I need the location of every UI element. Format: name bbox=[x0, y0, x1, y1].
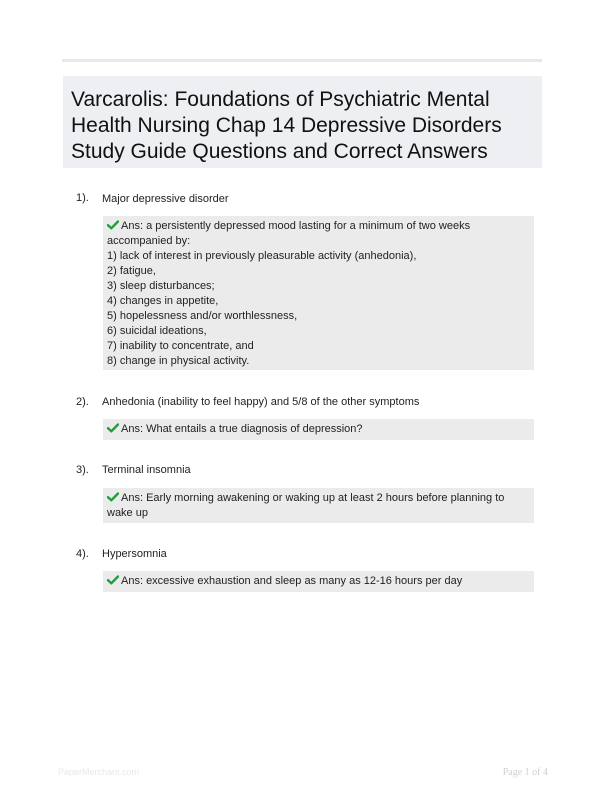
footer-watermark: PaperMerchant.com bbox=[58, 767, 140, 777]
question-number: 4). bbox=[76, 548, 89, 560]
answer-line: Ans: a persistently depressed mood lasting for a minimum of two weeks accompanied by: bbox=[107, 220, 471, 247]
question-text: Terminal insomnia bbox=[102, 464, 191, 476]
check-icon bbox=[107, 423, 119, 433]
answer-box bbox=[103, 571, 534, 592]
answer-box bbox=[103, 419, 534, 440]
answer-line: Ans: Early morning awakening or waking up at least 2 hours before planning to wake up bbox=[107, 492, 505, 519]
check-icon bbox=[107, 220, 119, 230]
question-text: Hypersomnia bbox=[102, 548, 167, 560]
answer-line: 3) sleep disturbances; bbox=[107, 280, 215, 292]
answer-line: 5) hopelessness and/or worthlessness, bbox=[107, 310, 298, 322]
answer-line: 2) fatigue, bbox=[107, 265, 156, 277]
answer-line: 8) change in physical activity. bbox=[107, 355, 250, 367]
answer-line: 7) inability to concentrate, and bbox=[107, 340, 254, 352]
answer-line: 4) changes in appetite, bbox=[107, 295, 219, 307]
check-icon bbox=[107, 575, 119, 585]
question-text: Major depressive disorder bbox=[102, 193, 229, 205]
document-title: Varcarolis: Foundations of Psychiatric Mental Health Nursing Chap 14 Depressive Disorders Study Guide Questions and Correct Answers bbox=[71, 88, 502, 163]
answer-line: 6) suicidal ideations, bbox=[107, 325, 207, 337]
title-box bbox=[63, 76, 542, 168]
question-number: 3). bbox=[76, 464, 89, 476]
question-number: 2). bbox=[76, 396, 89, 408]
question-text: Anhedonia (inability to feel happy) and 5/8 of the other symptoms bbox=[102, 396, 420, 408]
check-icon bbox=[107, 492, 119, 502]
question-number: 1). bbox=[76, 192, 89, 204]
answer-line: 1) lack of interest in previously pleasurable activity (anhedonia), bbox=[107, 250, 417, 262]
top-divider bbox=[62, 59, 542, 62]
page-number: Page 1 of 4 bbox=[502, 767, 548, 778]
answer-line: Ans: excessive exhaustion and sleep as many as 12-16 hours per day bbox=[107, 574, 530, 589]
answer-box bbox=[103, 488, 534, 523]
answer-box bbox=[103, 216, 534, 370]
answer-line: Ans: What entails a true diagnosis of depression? bbox=[107, 422, 530, 437]
